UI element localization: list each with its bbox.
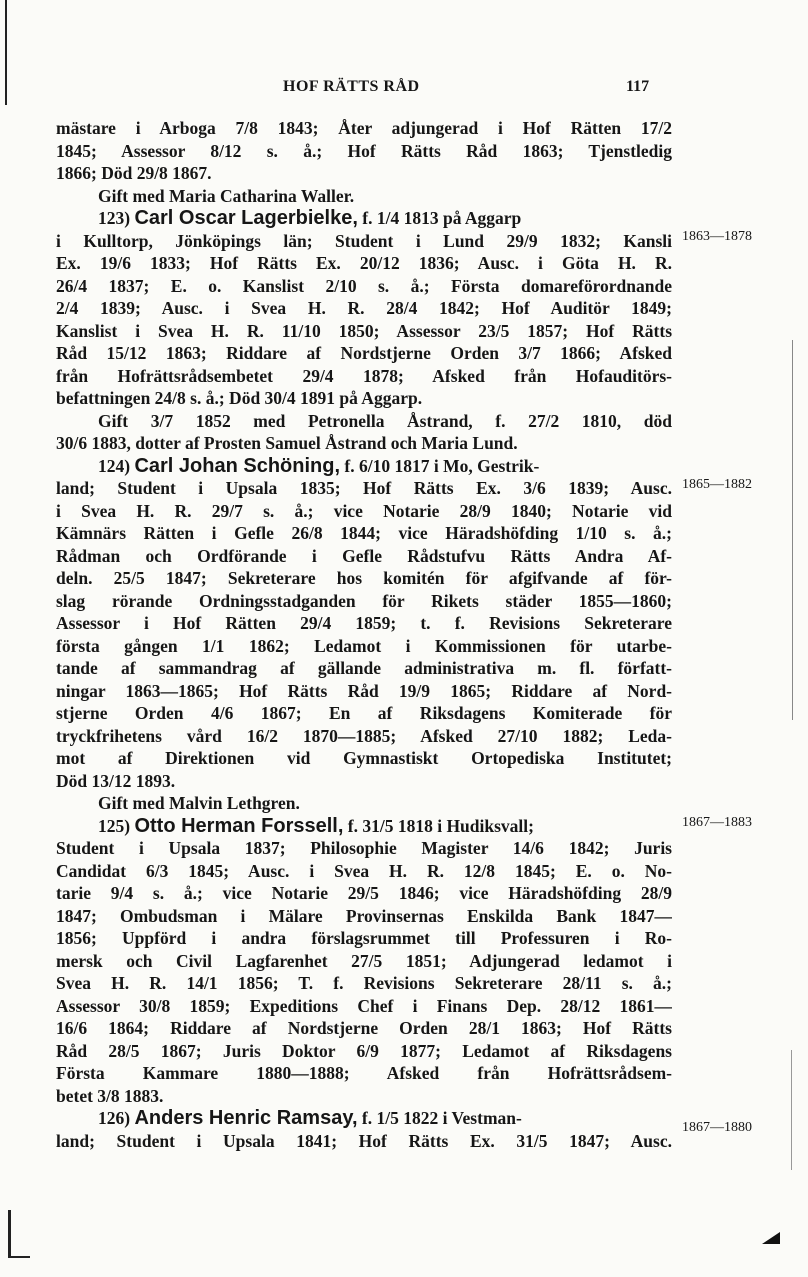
entry-heading: [56, 1107, 672, 1130]
text-line: Gift med Malvin Lethgren.: [98, 793, 300, 813]
text-line: Gift med Maria Catharina Waller.: [98, 185, 355, 206]
body-text: [56, 117, 672, 1152]
text-line: deln. 25/5 1847; Sekreterare hos komitén för afgifvande af för-: [56, 568, 672, 588]
text-run: f. 6/10 1817 i Mo, Gestrik-: [344, 455, 540, 476]
text-line: tarie 9/4 s. å.; vice Notarie 29/5 1846; vice Häradshöfding 28/9: [56, 883, 672, 903]
margin-years: 1867—1880: [682, 1120, 752, 1135]
text-line: Död 13/12 1893.: [56, 770, 176, 791]
text-line: 1845; Assessor 8/12 s. å.; Hof Rätts Råd 1863; Tjenstledig: [56, 140, 672, 161]
entry-heading: [56, 207, 672, 230]
text-line: Assessor 30/8 1859; Expeditions Chef i Finans Dep. 28/12 1861—: [56, 995, 672, 1016]
text-line: 1856; Uppförd i andra förslagsrummet till Professuren i Ro-: [56, 928, 672, 948]
margin-years: 1865—1882: [682, 477, 752, 492]
text-line: Candidat 6/3 1845; Ausc. i Svea H. R. 12/8 1845; E. o. No-: [56, 860, 672, 881]
text-line: Kanslist i Svea H. R. 11/10 1850; Assessor 23/5 1857; Hof Rätts: [56, 320, 672, 341]
text-line: mot af Direktionen vid Gymnastiskt Ortopediska Institutet;: [56, 748, 672, 768]
text-line: land; Student i Upsala 1841; Hof Rätts Ex. 31/5 1847; Ausc.: [56, 1130, 672, 1151]
text-line: tande af sammandrag af gällande administrativa m. fl. författ-: [56, 658, 672, 678]
text-line: Assessor i Hof Rätten 29/4 1859; t. f. Revisions Sekreterare: [56, 613, 672, 633]
text-line: Rådman och Ordförande i Gefle Rådstufvu Rätts Andra Af-: [56, 545, 672, 566]
text-line: Råd 15/12 1863; Riddare af Nordstjerne Orden 3/7 1866; Afsked: [56, 343, 672, 363]
text-line: 2/4 1839; Ausc. i Svea H. R. 28/4 1842; Hof Auditör 1849;: [56, 298, 672, 318]
person-name: Anders Henric Ramsay,: [134, 1107, 358, 1129]
text-line: 16/6 1864; Riddare af Nordstjerne Orden 28/1 1863; Hof Rätts: [56, 1018, 672, 1038]
text-line: första gången 1/1 1862; Ledamot i Kommissionen för utarbe-: [56, 635, 672, 656]
text-line: Råd 28/5 1867; Juris Doktor 6/9 1877; Ledamot af Riksdagens: [56, 1040, 672, 1061]
text-line: i Svea H. R. 29/7 s. å.; vice Notarie 28/9 1840; Notarie vid: [56, 500, 672, 521]
scan-corner-mark: [8, 1210, 11, 1258]
scan-edge: [791, 1050, 792, 1170]
page-title: HOF RÄTTS RÅD: [283, 78, 420, 95]
text-line: 1866; Död 29/8 1867.: [56, 163, 212, 183]
text-line: Första Kammare 1880—1888; Afsked från Hofrättsrådsem-: [56, 1063, 672, 1083]
entry-number: 123): [98, 208, 131, 228]
scan-edge: [792, 340, 793, 720]
text-line: slag rörande Ordningsstadganden för Rikets städer 1855—1860;: [56, 590, 672, 611]
person-name: Carl Johan Schöning,: [134, 454, 341, 477]
entry-heading: [56, 815, 672, 838]
text-line: Svea H. R. 14/1 1856; T. f. Revisions Sekreterare 28/11 s. å.;: [56, 973, 672, 993]
entry-heading: [56, 455, 672, 478]
margin-years: 1867—1883: [682, 815, 752, 830]
person-name: Carl Oscar Lagerbielke,: [134, 207, 358, 229]
text-run: f. 31/5 1818 i Hudiksvall;: [347, 815, 534, 836]
text-line: 30/6 1883, dotter af Prosten Samuel Åstrand och Maria Lund.: [56, 433, 518, 453]
text-line: 1847; Ombudsman i Mälare Provinsernas Enskilda Bank 1847—: [56, 905, 672, 926]
scan-triangle-mark: [762, 1232, 780, 1244]
person-name: Otto Herman Forssell,: [134, 814, 344, 837]
text-line: betet 3/8 1883.: [56, 1085, 164, 1106]
entry-number: 126): [98, 1108, 131, 1128]
text-line: från Hofrättsrådsembetet 29/4 1878; Afsked från Hofauditörs-: [56, 365, 672, 386]
entry-number: 125): [98, 815, 131, 836]
text-line: Student i Upsala 1837; Philosophie Magister 14/6 1842; Juris: [56, 838, 672, 858]
entry-number: 124): [98, 455, 131, 476]
text-line: tryckfrihetens vård 16/2 1870—1885; Afsked 27/10 1882; Leda-: [56, 725, 672, 746]
text-line: Kämnärs Rätten i Gefle 26/8 1844; vice Häradshöfding 1/10 s. å.;: [56, 523, 672, 543]
text-line: Gift 3/7 1852 med Petronella Åstrand, f. 27/2 1810, död: [98, 410, 672, 431]
text-line: land; Student i Upsala 1835; Hof Rätts Ex. 3/6 1839; Ausc.: [56, 478, 672, 498]
text-line: Ex. 19/6 1833; Hof Rätts Ex. 20/12 1836; Ausc. i Göta H. R.: [56, 253, 672, 273]
scan-corner-mark: [8, 1256, 30, 1258]
margin-years: 1863—1878: [682, 229, 752, 244]
text-line: stjerne Orden 4/6 1867; En af Riksdagens Komiterade för: [56, 703, 672, 723]
text-line: i Kulltorp, Jönköpings län; Student i Lund 29/9 1832; Kansli: [56, 230, 672, 251]
text-run: f. 1/5 1822 i Vestman-: [361, 1108, 522, 1128]
text-line: mästare i Arboga 7/8 1843; Åter adjungerad i Hof Rätten 17/2: [56, 118, 672, 138]
text-line: ningar 1863—1865; Hof Rätts Råd 19/9 1865; Riddare af Nord-: [56, 680, 672, 701]
text-line: mersk och Civil Lagfarenhet 27/5 1851; Adjungerad ledamot i: [56, 950, 672, 971]
text-run: f. 1/4 1813 på Aggarp: [362, 208, 522, 228]
text-line: befattningen 24/8 s. å.; Död 30/4 1891 på Aggarp.: [56, 388, 423, 408]
running-head: [0, 78, 808, 102]
text-line: 26/4 1837; E. o. Kanslist 2/10 s. å.; Första domareförordnande: [56, 275, 672, 296]
page-number: 117: [626, 78, 650, 95]
